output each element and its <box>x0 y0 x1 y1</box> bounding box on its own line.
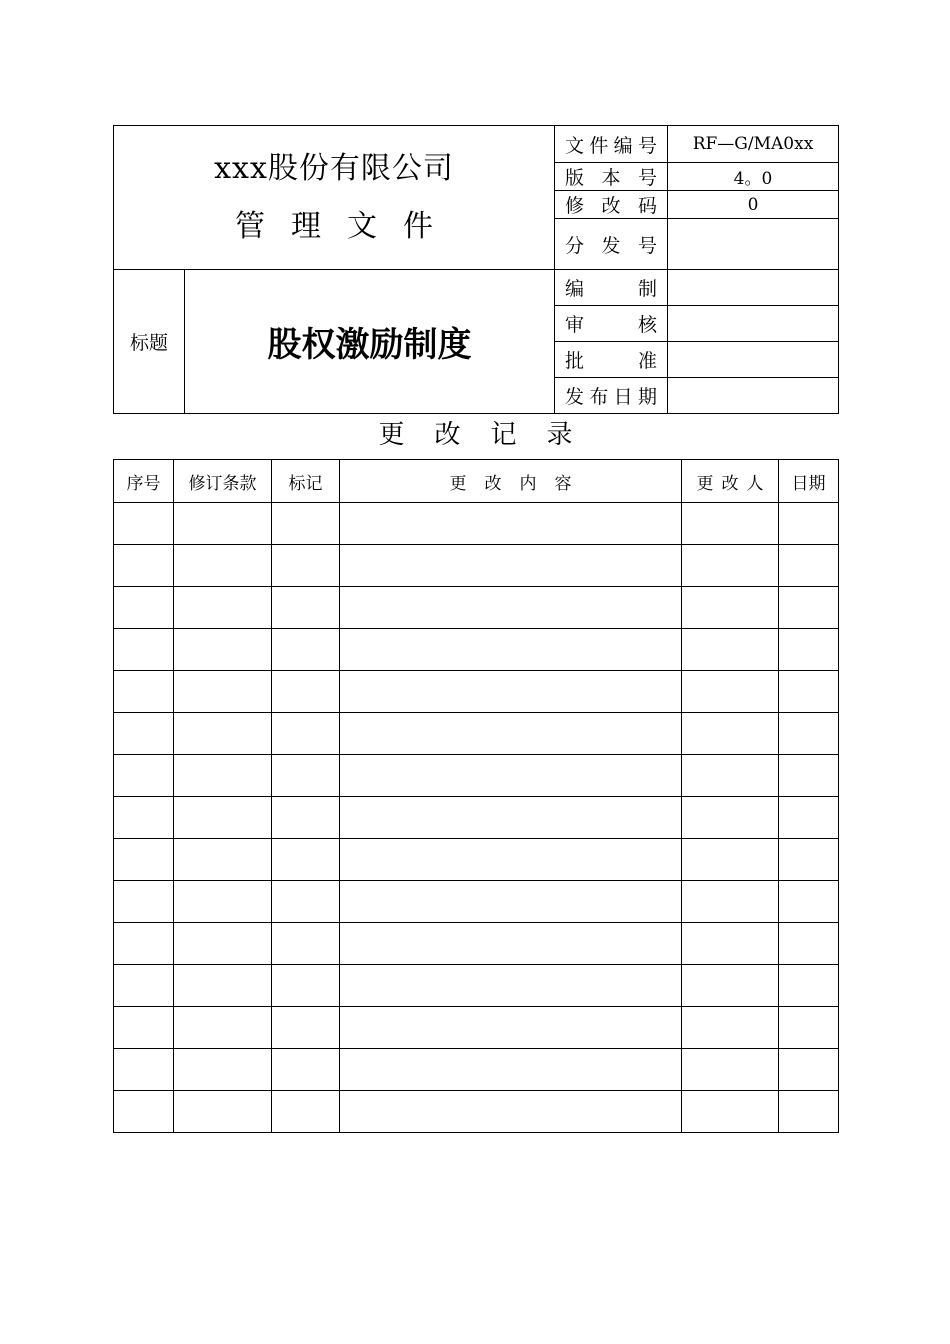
company-name: xxx股份有限公司 <box>214 150 454 186</box>
column-header-clause: 修订条款 <box>174 460 272 503</box>
table-row <box>114 587 839 629</box>
table-cell[interactable] <box>779 965 839 1007</box>
table-cell[interactable] <box>272 713 340 755</box>
document-title: 股权激励制度 <box>185 270 555 414</box>
table-cell[interactable] <box>272 503 340 545</box>
table-cell[interactable] <box>682 965 779 1007</box>
column-header-changed-by: 更改人 <box>682 460 779 503</box>
table-cell[interactable] <box>779 923 839 965</box>
table-cell[interactable] <box>272 965 340 1007</box>
table-row <box>114 1091 839 1133</box>
table-cell[interactable] <box>779 629 839 671</box>
table-cell[interactable] <box>682 545 779 587</box>
table-cell[interactable] <box>682 755 779 797</box>
distribution-number-value <box>668 219 839 270</box>
table-cell[interactable] <box>779 797 839 839</box>
table-cell[interactable] <box>114 545 174 587</box>
reviewed-by-value <box>668 306 839 342</box>
table-cell[interactable] <box>272 923 340 965</box>
table-cell[interactable] <box>340 755 682 797</box>
table-row <box>114 503 839 545</box>
table-row <box>114 755 839 797</box>
table-cell[interactable] <box>272 545 340 587</box>
title-label: 标题 <box>114 270 185 414</box>
table-cell[interactable] <box>779 503 839 545</box>
table-cell[interactable] <box>114 1091 174 1133</box>
table-cell[interactable] <box>174 965 272 1007</box>
company-block <box>114 126 555 270</box>
table-cell[interactable] <box>114 923 174 965</box>
table-header-row <box>114 460 839 503</box>
table-cell[interactable] <box>174 671 272 713</box>
table-cell[interactable] <box>340 587 682 629</box>
prepared-by-label: 编制 <box>555 270 668 306</box>
table-cell[interactable] <box>779 881 839 923</box>
column-header-date: 日期 <box>779 460 839 503</box>
table-cell[interactable] <box>779 671 839 713</box>
table-cell[interactable] <box>174 503 272 545</box>
table-cell[interactable] <box>114 713 174 755</box>
table-cell[interactable] <box>174 881 272 923</box>
table-row <box>114 1007 839 1049</box>
table-cell[interactable] <box>340 671 682 713</box>
approved-by-value <box>668 342 839 378</box>
version-value: 4。0 <box>668 163 839 191</box>
file-number-value: RF—G/MA0xx <box>668 126 839 163</box>
column-header-index: 序号 <box>114 460 174 503</box>
table-cell[interactable] <box>174 1007 272 1049</box>
revision-code-label: 修改码 <box>555 191 668 219</box>
column-header-content: 更改内容 <box>340 460 682 503</box>
table-cell[interactable] <box>114 797 174 839</box>
table-cell[interactable] <box>682 839 779 881</box>
table-cell[interactable] <box>682 629 779 671</box>
document-type: 管理文件 <box>235 208 459 244</box>
table-cell[interactable] <box>340 839 682 881</box>
table-cell[interactable] <box>174 797 272 839</box>
table-cell[interactable] <box>174 545 272 587</box>
table-row <box>114 545 839 587</box>
table-cell[interactable] <box>682 587 779 629</box>
table-cell[interactable] <box>682 1049 779 1091</box>
table-cell[interactable] <box>682 671 779 713</box>
change-record-table <box>113 459 839 1133</box>
table-row <box>114 629 839 671</box>
table-cell[interactable] <box>340 1091 682 1133</box>
table-cell[interactable] <box>114 755 174 797</box>
table-cell[interactable] <box>340 713 682 755</box>
table-cell[interactable] <box>114 965 174 1007</box>
table-cell[interactable] <box>682 503 779 545</box>
table-row <box>114 713 839 755</box>
table-cell[interactable] <box>272 839 340 881</box>
distribution-number-label: 分发号 <box>555 219 668 270</box>
table-cell[interactable] <box>174 713 272 755</box>
table-cell[interactable] <box>340 545 682 587</box>
release-date-value <box>668 378 839 414</box>
table-row <box>114 839 839 881</box>
table-cell[interactable] <box>272 671 340 713</box>
table-cell[interactable] <box>340 1049 682 1091</box>
table-cell[interactable] <box>114 881 174 923</box>
table-cell[interactable] <box>682 923 779 965</box>
table-cell[interactable] <box>779 713 839 755</box>
table-cell[interactable] <box>340 797 682 839</box>
table-cell[interactable] <box>114 503 174 545</box>
table-row <box>114 881 839 923</box>
table-cell[interactable] <box>272 797 340 839</box>
table-cell[interactable] <box>174 587 272 629</box>
table-cell[interactable] <box>174 839 272 881</box>
table-cell[interactable] <box>174 923 272 965</box>
table-row <box>114 965 839 1007</box>
table-cell[interactable] <box>114 1049 174 1091</box>
revision-code-value: 0 <box>668 191 839 219</box>
table-cell[interactable] <box>779 839 839 881</box>
table-cell[interactable] <box>340 923 682 965</box>
reviewed-by-label: 审核 <box>555 306 668 342</box>
prepared-by-value <box>668 270 839 306</box>
approved-by-label: 批准 <box>555 342 668 378</box>
table-cell[interactable] <box>340 1007 682 1049</box>
table-cell[interactable] <box>114 839 174 881</box>
version-label: 版本号 <box>555 163 668 191</box>
table-row <box>114 1049 839 1091</box>
table-cell[interactable] <box>114 629 174 671</box>
table-cell[interactable] <box>340 881 682 923</box>
table-cell[interactable] <box>272 587 340 629</box>
table-cell[interactable] <box>779 545 839 587</box>
table-cell[interactable] <box>682 1091 779 1133</box>
table-cell[interactable] <box>682 797 779 839</box>
release-date-label: 发布日期 <box>555 378 668 414</box>
table-cell[interactable] <box>272 1091 340 1133</box>
table-cell[interactable] <box>682 713 779 755</box>
table-cell[interactable] <box>779 1049 839 1091</box>
table-cell[interactable] <box>272 881 340 923</box>
table-row <box>114 797 839 839</box>
table-cell[interactable] <box>779 1007 839 1049</box>
table-cell[interactable] <box>682 1007 779 1049</box>
table-cell[interactable] <box>174 1049 272 1091</box>
table-cell[interactable] <box>779 1091 839 1133</box>
table-row <box>114 923 839 965</box>
table-cell[interactable] <box>340 503 682 545</box>
table-cell[interactable] <box>779 587 839 629</box>
table-cell[interactable] <box>272 629 340 671</box>
change-record-heading: 更改记录 <box>378 420 603 450</box>
column-header-mark: 标记 <box>272 460 340 503</box>
file-number-label: 文件编号 <box>555 126 668 163</box>
document-header-table <box>113 125 839 414</box>
table-cell[interactable] <box>272 1007 340 1049</box>
table-cell[interactable] <box>272 755 340 797</box>
table-cell[interactable] <box>114 671 174 713</box>
table-cell[interactable] <box>114 1007 174 1049</box>
table-cell[interactable] <box>174 1091 272 1133</box>
table-cell[interactable] <box>340 629 682 671</box>
table-cell[interactable] <box>779 755 839 797</box>
table-cell[interactable] <box>682 881 779 923</box>
table-cell[interactable] <box>114 587 174 629</box>
table-cell[interactable] <box>174 629 272 671</box>
change-record-body <box>114 503 839 1133</box>
table-cell[interactable] <box>272 1049 340 1091</box>
table-cell[interactable] <box>174 755 272 797</box>
table-row <box>114 671 839 713</box>
table-cell[interactable] <box>340 965 682 1007</box>
